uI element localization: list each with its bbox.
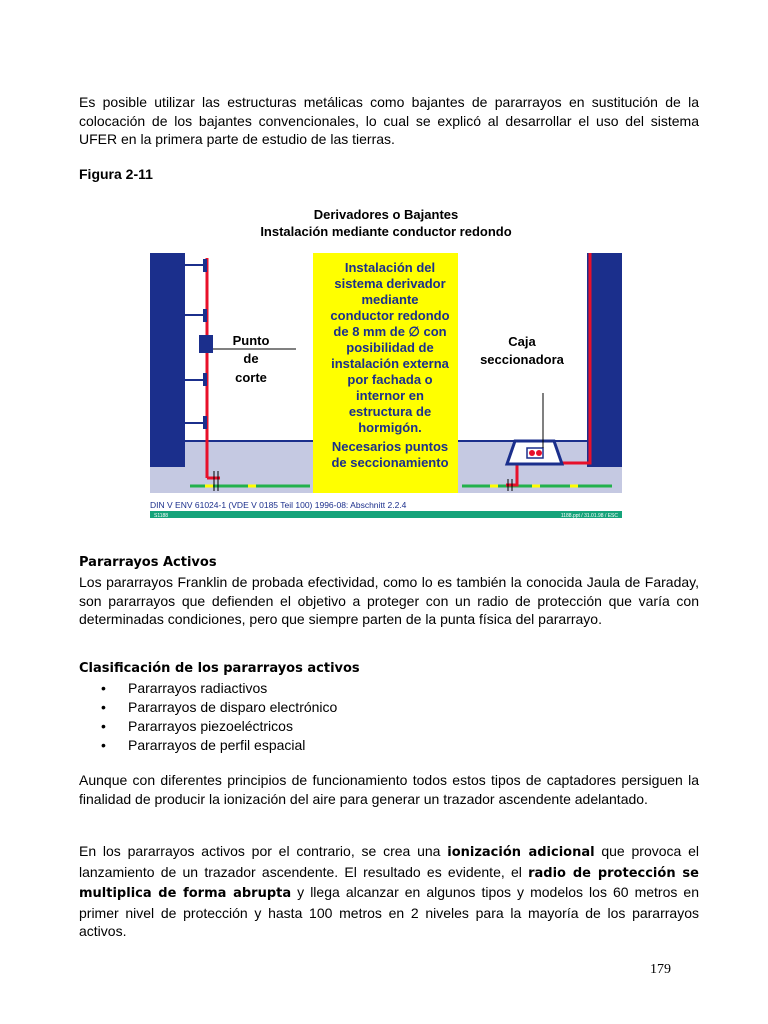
bullet: •	[101, 699, 106, 715]
disconnect-box-label: seccionadora	[480, 352, 564, 367]
bullet: •	[101, 737, 106, 753]
cutting-point-clamp	[199, 335, 213, 353]
info-line: Necesarios puntos	[331, 439, 449, 454]
figure-footer-bar	[150, 511, 622, 518]
emphasis-radius: radio de protección se multiplica de forma abrupta	[79, 865, 699, 901]
paragraph-active-rods: En los pararrayos activos por el contrario, se crea una ionización adicional que provoca el lanzamiento de un trazador ascendente. El resultado es evidente, el radio de protección se multiplica de forma abrupta y llega alcanzar en algunos tipos y modelos los 60 metros en primer nivel de protección y hasta 100 metros en 2 niveles para la mayoría de los pararrayos activos.	[79, 843, 700, 939]
bullet: •	[101, 718, 106, 734]
info-line: estructura de	[348, 404, 432, 419]
page-number: 179	[650, 962, 671, 977]
disconnect-box-label: Caja	[508, 334, 536, 349]
classification-list	[79, 679, 337, 755]
info-line: de seccionamiento	[331, 455, 449, 470]
info-line: mediante	[361, 292, 419, 307]
info-line: instalación externa	[331, 356, 449, 371]
figure-title-line2: Instalación mediante conductor redondo	[260, 224, 512, 239]
bullet: •	[101, 680, 106, 696]
figure-footer-file: 1188.ppt / 31.01.98 / ESC	[560, 513, 618, 518]
standard-reference: DIN V ENV 61024-1 (VDE V 0185 Teil 100) 1996-08: Abschnitt 2.2.4	[150, 500, 407, 510]
list-item: • Pararrayos radiactivos	[101, 680, 268, 696]
info-line: internor en	[356, 388, 424, 403]
info-line: por fachada o	[347, 372, 433, 387]
emphasis-ionization: ionización adicional	[447, 845, 595, 860]
info-line: Instalación del	[344, 260, 436, 275]
cutting-point-label: corte	[235, 370, 267, 385]
info-line: hormigón.	[358, 420, 422, 435]
figure-label: Figura 2-11	[79, 166, 153, 182]
building-wall-left	[150, 253, 185, 467]
intro-paragraph	[79, 93, 699, 149]
cutting-point-label: Punto	[232, 333, 270, 348]
paragraph-ionization: Aunque con diferentes principios de funcionamiento todos estos tipos de captadores persiguen la finalidad de producir la ionización del aire para generar un trazador ascendente adelantado.	[79, 772, 699, 807]
info-line: posibilidad de	[346, 340, 434, 355]
section-heading-active: Pararrayos Activos	[79, 555, 217, 570]
intro-text: Es posible utilizar las estructuras metálicas como bajantes de pararrayos en sustitución de la colocación de los bajantes convencionales, lo cual se explicó al desarrollar el uso del sistema UFER en la primera parte de estudio de las tierras.	[79, 94, 699, 147]
section-heading-classification: Clasificación de los pararrayos activos	[79, 661, 360, 676]
info-line: de 8 mm de ∅ con	[333, 324, 447, 339]
figure-title-line1: Derivadores o Bajantes	[313, 207, 459, 222]
list-item: • Pararrayos de disparo electrónico	[101, 699, 338, 715]
list-item: • Pararrayos de perfil espacial	[101, 737, 306, 753]
list-item: • Pararrayos piezoeléctricos	[101, 718, 293, 734]
building-wall-right	[587, 253, 622, 467]
info-line: sistema derivador	[334, 276, 446, 291]
cutting-point-label: de	[243, 351, 259, 366]
figure-footer-id: S1188	[154, 513, 169, 518]
lightning-downconductor-diagram	[150, 253, 622, 518]
info-line: conductor redondo	[330, 308, 450, 323]
section-active-paragraph: Los pararrayos Franklin de probada efectividad, como lo es también la conocida Jaula de Faraday, son pararrayos que defienden el objetivo a proteger con un radio de protección que varía con determinadas condiciones, pero que siempre parten de la punta física del pararrayo.	[79, 574, 699, 627]
